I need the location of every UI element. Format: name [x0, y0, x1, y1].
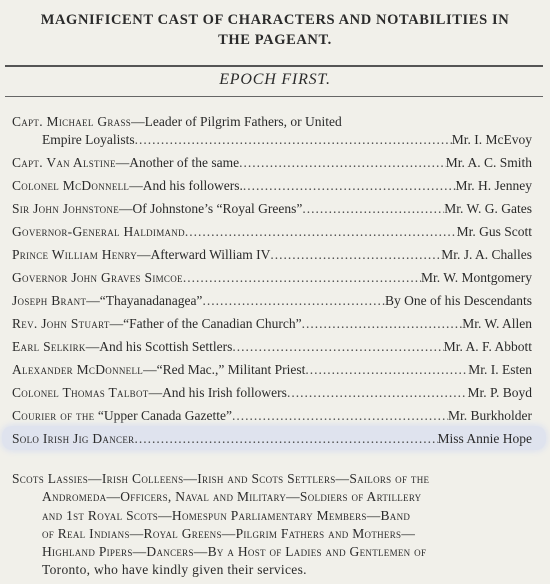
character-name: Governor-General Haldimand	[12, 224, 185, 239]
cast-row	[12, 360, 532, 383]
cast-row	[12, 268, 532, 291]
actor-name: Mr. A. C. Smith	[445, 155, 532, 170]
character-role: —Afterward William IV	[137, 247, 271, 262]
character-name: Courier of the	[12, 408, 95, 423]
character-name: Rev. John Stuart	[12, 316, 110, 331]
actor-name: Mr. Gus Scott	[456, 224, 532, 239]
actor-name: Mr. W. G. Gates	[444, 201, 532, 216]
actor-name: Mr. P. Boyd	[467, 385, 532, 400]
cast-row	[12, 199, 532, 222]
actor-name: Mr. H. Jenney	[455, 178, 532, 193]
supporting-cast-line: Toronto, who have kindly given their services.	[42, 562, 307, 578]
supporting-cast-line: Scots Lassies—Irish Colleens—Irish and Scots Settlers—Sailors of the	[12, 471, 430, 486]
cast-row	[12, 337, 532, 360]
actor-name: Miss Annie Hope	[437, 431, 532, 446]
character-name: Joseph Brant	[12, 293, 87, 308]
character-name: Capt. Van Alstine	[12, 155, 116, 170]
actor-name: Mr. I. Esten	[468, 362, 532, 377]
cast-row	[12, 222, 532, 245]
heading-line-2: THE PAGEANT.	[218, 32, 332, 48]
cast-row	[12, 291, 532, 314]
heading-line-1: MAGNIFICENT CAST OF CHARACTERS AND NOTABILITIES IN	[40, 12, 510, 28]
actor-name: Mr. Burkholder	[448, 408, 532, 423]
cast-row	[12, 153, 532, 176]
epoch-rule	[5, 96, 543, 97]
actor-name: Mr. W. Allen	[462, 316, 532, 331]
character-name: Earl Selkirk	[12, 339, 86, 354]
supporting-cast-line: Andromeda—Officers, Naval and Military—Soldiers of Artillery	[42, 489, 422, 505]
cast-list	[12, 112, 532, 452]
character-name: Governor John Graves Simcoe	[12, 270, 183, 285]
character-name: Solo Irish Jig Dancer	[12, 431, 135, 446]
supporting-cast-line: Highland Pipers—Dancers—By a Host of Ladies and Gentlemen of	[42, 544, 427, 560]
character-role: —And his Irish followers	[148, 385, 287, 400]
character-name: Alexander McDonnell	[12, 362, 144, 377]
character-name: Sir John Johnstone	[12, 201, 119, 216]
character-role: —And his Scottish Settlers	[85, 339, 233, 354]
character-name: Colonel McDonnell	[12, 178, 130, 193]
supporting-cast-block	[12, 470, 532, 580]
character-role: —“Red Mac.,” Militant Priest	[143, 362, 306, 377]
actor-name: Mr. J. A. Challes	[441, 247, 532, 262]
actor-name: Mr. I. McEvoy	[451, 132, 532, 147]
actor-name: By One of his Descendants	[385, 293, 532, 308]
page-heading	[20, 10, 530, 50]
supporting-cast-line: of Real Indians—Royal Greens—Pilgrim Fathers and Mothers—	[42, 525, 416, 541]
cast-row	[12, 112, 532, 153]
character-role: —Leader of Pilgrim Fathers, or United	[131, 114, 342, 129]
cast-row	[12, 245, 532, 268]
character-role: —“Father of the Canadian Church”	[109, 316, 302, 331]
cast-row	[12, 314, 532, 337]
character-name: Prince William Henry	[12, 247, 137, 262]
actor-name: Mr. A. F. Abbott	[443, 339, 532, 354]
character-role: “Upper Canada Gazette”	[94, 408, 233, 423]
character-role: —Another of the same	[115, 155, 240, 170]
cast-row-highlighted	[12, 429, 532, 452]
cast-row	[12, 383, 532, 406]
character-role: —“Thayanadanagea”	[86, 293, 203, 308]
character-name: Colonel Thomas Talbot	[12, 385, 149, 400]
character-role-continued: Empire Loyalists	[42, 132, 135, 147]
supporting-cast-line: and 1st Royal Scots—Homespun Parliamentary Members—Band	[42, 507, 411, 523]
character-name: Capt. Michael Grass	[12, 114, 132, 129]
cast-row	[12, 176, 532, 199]
character-role: —Of Johnstone’s “Royal Greens”	[119, 201, 303, 216]
character-role: —And his followers.	[129, 178, 243, 193]
epoch-title: EPOCH FIRST.	[219, 71, 331, 88]
actor-name: Mr. W. Montgomery	[420, 270, 532, 285]
top-rule	[5, 65, 543, 67]
